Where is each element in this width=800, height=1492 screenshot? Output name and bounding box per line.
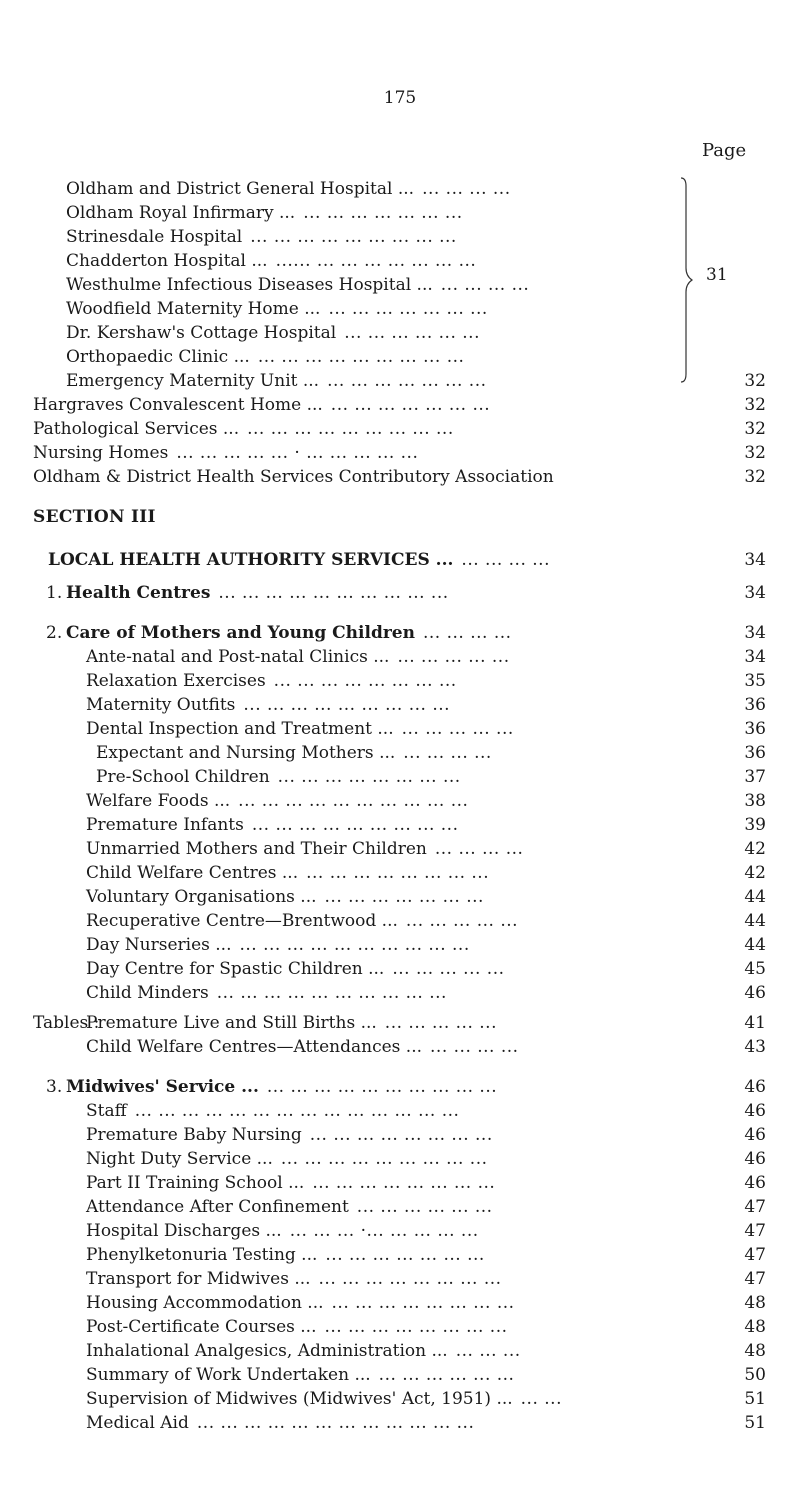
toc-entry xyxy=(86,1267,766,1291)
dot-leader: ... ... ... ... ... ... ... ... xyxy=(309,1125,493,1145)
toc-entry xyxy=(86,813,766,837)
right-brace-icon xyxy=(680,176,694,386)
dot-leader: ... ... ... ... ... ... ... xyxy=(303,203,463,223)
toc-entry xyxy=(33,393,766,417)
toc-entry xyxy=(86,789,766,813)
dot-leader: ... ... ... ... ... ... ... ... xyxy=(324,1317,508,1337)
dot-leader: ... ... ... ... ... xyxy=(401,719,514,739)
page-ref: 36 xyxy=(744,743,766,763)
toc-entry xyxy=(86,1171,766,1195)
entry-title: Premature Infants xyxy=(86,815,244,835)
toc-entry xyxy=(86,645,766,669)
page-ref: 45 xyxy=(744,959,766,979)
dot-leader: ... ... ... ... ... ... xyxy=(356,1197,493,1217)
section-number: 3. xyxy=(46,1077,63,1097)
toc-entry xyxy=(46,621,766,645)
entry-title: Emergency Maternity Unit ... xyxy=(66,371,320,391)
page-ref: 36 xyxy=(744,719,766,739)
toc-entry xyxy=(66,273,678,297)
entry-title: Phenylketonuria Testing ... xyxy=(86,1245,318,1265)
page-ref: 42 xyxy=(744,839,766,859)
page-ref: 39 xyxy=(744,815,766,835)
dot-leader: ... ... ... ... ... ... ... ... ... ... xyxy=(266,1077,498,1097)
toc-entry xyxy=(86,1291,766,1315)
entry-title: Day Centre for Spastic Children ... xyxy=(86,959,385,979)
page-ref: 47 xyxy=(744,1245,766,1265)
toc-entry xyxy=(86,1243,766,1267)
dot-leader: ... ... ... ... xyxy=(430,1037,519,1057)
page-ref: 38 xyxy=(744,791,766,811)
toc-entry xyxy=(66,201,678,225)
entry-title: Orthopaedic Clinic ... xyxy=(66,347,250,367)
entry-title: Chadderton Hospital ... xyxy=(66,251,268,271)
page-ref: 42 xyxy=(744,863,766,883)
dot-leader: ... ... ... ... xyxy=(403,743,492,763)
page-ref: 44 xyxy=(744,911,766,931)
toc-entry xyxy=(86,717,766,741)
entry-title: Unmarried Mothers and Their Children xyxy=(86,839,427,859)
toc-entry xyxy=(86,1363,766,1387)
dot-leader: ... ... ... ... ... ... ... ... ... ... xyxy=(218,583,449,603)
dot-leader: ... ... ... ... ... ... ... ... ... xyxy=(257,347,465,367)
entry-title: Midwives' Service ... xyxy=(66,1077,259,1097)
dot-leader: ... ... ... ... ... ... ... ... ... ... xyxy=(239,935,470,955)
tables-prefix: Tables : xyxy=(33,1013,100,1033)
dot-leader: ... ... ... ... ... ... ... ... xyxy=(318,1269,502,1289)
entry-title: Summary of Work Undertaken ... xyxy=(86,1365,371,1385)
dot-leader: ... ... ... ... ... ... ... xyxy=(325,1245,485,1265)
page-ref: 48 xyxy=(744,1293,766,1313)
page-ref: 50 xyxy=(744,1365,766,1385)
page-ref: 51 xyxy=(744,1413,766,1433)
entry-title: Oldham Royal Infirmary ... xyxy=(66,203,296,223)
section-number: 1. xyxy=(46,583,63,603)
page-ref: 36 xyxy=(744,695,766,715)
toc-entry xyxy=(66,297,678,321)
dot-leader: ...... ... ... ... ... ... ... ... xyxy=(275,251,477,271)
entry-title: Care of Mothers and Young Children xyxy=(66,623,415,643)
toc-entry xyxy=(86,1219,766,1243)
entry-title: Oldham & District Health Services Contributory Association xyxy=(33,467,554,487)
entry-title: Medical Aid xyxy=(86,1413,189,1433)
toc-entry xyxy=(66,345,678,369)
entry-title: LOCAL HEALTH AUTHORITY SERVICES ... xyxy=(48,550,454,570)
dot-leader: ... ... ... ... xyxy=(440,275,530,295)
entry-title: Maternity Outfits xyxy=(86,695,236,715)
entry-title: Voluntary Organisations ... xyxy=(86,887,317,907)
page-ref: 34 xyxy=(744,623,766,643)
page-ref: 32 xyxy=(744,443,766,463)
toc-entry xyxy=(66,249,678,273)
toc-entry xyxy=(86,1011,766,1035)
toc-entry xyxy=(86,1315,766,1339)
entry-title: Pre-School Children xyxy=(96,767,270,787)
toc-entry xyxy=(86,1123,766,1147)
page-ref: 35 xyxy=(744,671,766,691)
dot-leader: ... ... ... ... ... xyxy=(397,647,510,667)
dot-leader: ... ... ... ... xyxy=(434,839,524,859)
entry-title: Transport for Midwives ... xyxy=(86,1269,311,1289)
entry-title: Recuperative Centre—Brentwood ... xyxy=(86,911,398,931)
toc-entry xyxy=(33,417,766,441)
toc-entry xyxy=(86,909,766,933)
entry-title: Premature Live and Still Births ... xyxy=(86,1013,377,1033)
entry-title: Relaxation Exercises xyxy=(86,671,266,691)
entry-title: Expectant and Nursing Mothers ... xyxy=(96,743,396,763)
dot-leader: ... ... ... ... ... ... ... ... ... ... xyxy=(216,983,447,1003)
toc-entry xyxy=(46,581,766,605)
dot-leader: ... ... ... ... ... ... ... xyxy=(328,299,488,319)
dot-leader: ... ... ... ... ... xyxy=(405,911,519,931)
entry-title: Child Welfare Centres—Attendances ... xyxy=(86,1037,423,1057)
dot-leader: ... ... ... ... ... ... ... ... ... ... ... ... ... ... xyxy=(134,1101,460,1121)
dot-leader: ... ... ... ... ... ... ... ... xyxy=(277,767,461,787)
dot-leader: ... ... ... ... xyxy=(461,550,550,570)
page-ref: 34 xyxy=(744,647,766,667)
toc-entry xyxy=(46,1075,766,1099)
dot-leader: ... ... ... ... ... ... xyxy=(344,323,480,343)
entry-title: Oldham and District General Hospital ... xyxy=(66,179,415,199)
entry-title: Welfare Foods ... xyxy=(86,791,231,811)
toc-entry xyxy=(86,1411,766,1435)
section-title: SECTION III xyxy=(33,507,156,527)
toc-entry xyxy=(48,548,766,572)
hospital-group-page: 31 xyxy=(706,265,728,285)
page-ref: 37 xyxy=(744,767,766,787)
dot-leader: ... ... ... ... ... ... ... xyxy=(327,371,487,391)
page-ref: 47 xyxy=(744,1221,766,1241)
toc-entry xyxy=(86,981,766,1005)
toc-entry xyxy=(86,933,766,957)
toc-entry xyxy=(86,1339,766,1363)
entry-title: Dental Inspection and Treatment ... xyxy=(86,719,394,739)
page-ref: 32 xyxy=(744,419,766,439)
dot-leader: ... ... ... ... ... ... ... xyxy=(324,887,484,907)
dot-leader: ... ... ... ... xyxy=(422,623,512,643)
page-ref: 44 xyxy=(744,935,766,955)
toc-entry xyxy=(33,441,766,465)
dot-leader: ... ... ... ... ... xyxy=(384,1013,497,1033)
entry-title: Hargraves Convalescent Home ... xyxy=(33,395,323,415)
page-ref: 46 xyxy=(744,1149,766,1169)
entry-title: Child Welfare Centres ... xyxy=(86,863,299,883)
dot-leader: ... ... ... ·... ... ... ... ... xyxy=(289,1221,479,1241)
page-ref: 32 xyxy=(744,467,766,487)
entry-title: Health Centres xyxy=(66,583,211,603)
toc-entry xyxy=(86,669,766,693)
toc-entry xyxy=(86,1195,766,1219)
dot-leader: ... ... ... ... ... ... ... ... ... xyxy=(243,695,451,715)
entry-title: Child Minders xyxy=(86,983,209,1003)
entry-title: Inhalational Analgesics, Administration ... xyxy=(86,1341,448,1361)
dot-leader: ... ... ... ... ... ... ... ... ... xyxy=(251,815,459,835)
toc-entry xyxy=(86,1147,766,1171)
page-ref: 41 xyxy=(744,1013,766,1033)
dot-leader: ... ... ... ... ... · ... ... ... ... ... xyxy=(176,443,419,463)
toc-entry xyxy=(86,1099,766,1123)
dot-leader: ... ... ... ... ... ... ... ... ... ... xyxy=(238,791,469,811)
entry-title: Part II Training School ... xyxy=(86,1173,305,1193)
dot-leader: ... ... ... ... ... ... ... xyxy=(330,395,491,415)
toc-entry xyxy=(66,369,766,393)
toc-entry xyxy=(66,321,678,345)
dot-leader: ... ... ... ... ... ... ... ... ... xyxy=(280,1149,488,1169)
entry-title: Hospital Discharges ... xyxy=(86,1221,282,1241)
entry-title: Dr. Kershaw's Cottage Hospital xyxy=(66,323,337,343)
dot-leader: ... ... ... ... ... ... ... ... ... ... ... ... xyxy=(196,1413,475,1433)
page-ref: 46 xyxy=(744,1077,766,1097)
dot-leader: ... ... ... ... ... ... ... ... xyxy=(312,1173,496,1193)
entry-title: Westhulme Infectious Diseases Hospital ... xyxy=(66,275,433,295)
page-ref: 48 xyxy=(744,1341,766,1361)
page-ref: 44 xyxy=(744,887,766,907)
entry-title: Supervision of Midwives (Midwives' Act, 1951) ... xyxy=(86,1389,513,1409)
page-ref: 46 xyxy=(744,1125,766,1145)
dot-leader: ... ... ... ... ... ... ... ... ... xyxy=(250,227,457,247)
page-ref: 46 xyxy=(744,1101,766,1121)
toc-entry xyxy=(96,765,766,789)
entry-title: Night Duty Service ... xyxy=(86,1149,273,1169)
page-ref: 51 xyxy=(744,1389,766,1409)
dot-leader: ... ... ... ... ... ... ... ... xyxy=(306,863,490,883)
dot-leader: ... ... xyxy=(520,1389,562,1409)
toc-entry xyxy=(86,837,766,861)
page-column-label: Page xyxy=(702,140,747,161)
page-ref: 47 xyxy=(744,1197,766,1217)
entry-title: Strinesdale Hospital xyxy=(66,227,243,247)
entry-title: Day Nurseries ... xyxy=(86,935,232,955)
dot-leader: ... ... ... ... ... ... ... ... ... xyxy=(247,419,454,439)
page-ref: 48 xyxy=(744,1317,766,1337)
entry-title: Pathological Services ... xyxy=(33,419,240,439)
toc-entry xyxy=(86,1035,766,1059)
page-ref: 34 xyxy=(744,583,766,603)
toc-entry xyxy=(86,1387,766,1411)
dot-leader: ... ... ... ... ... ... ... ... xyxy=(273,671,457,691)
page-number: 175 xyxy=(383,88,417,108)
entry-title: Ante-natal and Post-natal Clinics ... xyxy=(86,647,390,667)
entry-title: Premature Baby Nursing xyxy=(86,1125,302,1145)
page-ref: 34 xyxy=(744,550,766,570)
toc-entry xyxy=(96,741,766,765)
entry-title: Woodfield Maternity Home ... xyxy=(66,299,321,319)
toc-entry xyxy=(86,861,766,885)
page-ref: 47 xyxy=(744,1269,766,1289)
entry-title: Staff xyxy=(86,1101,127,1121)
entry-title: Housing Accommodation ... xyxy=(86,1293,324,1313)
page-ref: 46 xyxy=(744,1173,766,1193)
dot-leader: ... ... ... ... ... ... xyxy=(378,1365,515,1385)
page-ref: 46 xyxy=(744,983,766,1003)
dot-leader: ... ... ... xyxy=(455,1341,521,1361)
toc-entry xyxy=(66,177,678,201)
toc-entry xyxy=(86,957,766,981)
section-number: 2. xyxy=(46,623,63,643)
entry-title: Nursing Homes xyxy=(33,443,169,463)
dot-leader: ... ... ... ... ... xyxy=(392,959,505,979)
entry-title: Post-Certificate Courses ... xyxy=(86,1317,317,1337)
toc-entry xyxy=(66,225,678,249)
dot-leader: ... ... ... ... xyxy=(422,179,511,199)
page-ref: 43 xyxy=(744,1037,766,1057)
toc-entry xyxy=(86,693,766,717)
toc-entry xyxy=(33,465,766,489)
page-ref: 32 xyxy=(744,395,766,415)
page-ref: 32 xyxy=(744,371,766,391)
toc-entry xyxy=(86,885,766,909)
entry-title: Attendance After Confinement xyxy=(86,1197,349,1217)
dot-leader: ... ... ... ... ... ... ... ... xyxy=(331,1293,515,1313)
